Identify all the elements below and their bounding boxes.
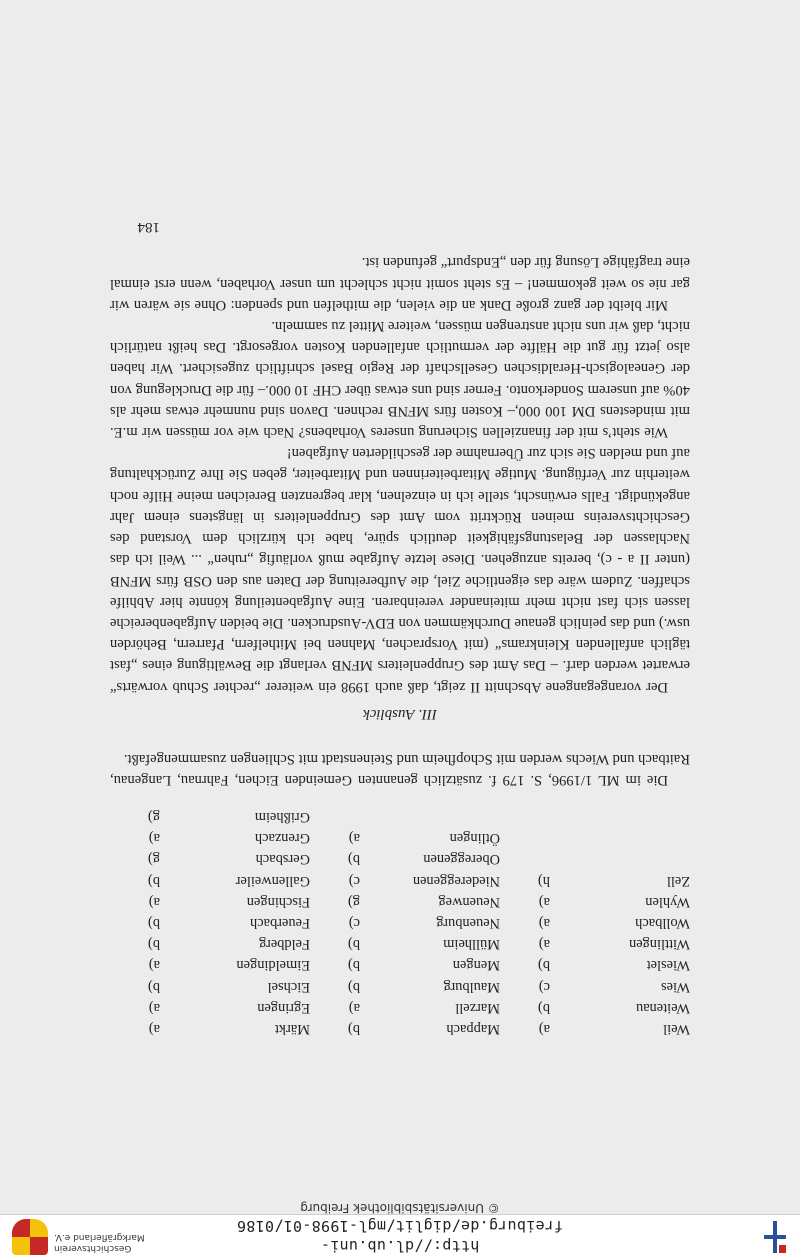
town-name: Weil [663,1021,690,1037]
town-name: Obereggenen [423,851,500,868]
town-code: a) [348,999,360,1016]
town-name: Wyhlen [645,893,690,910]
town-code: g) [148,809,160,826]
town-code: a) [348,830,360,847]
town-row [110,846,690,867]
town-row [110,952,690,973]
town-name: Grenzach [254,830,310,847]
town-code: g) [148,851,160,868]
town-code [310,804,360,825]
town-code [500,804,550,825]
town-name: Gersbach [255,851,310,868]
town-code: a) [148,1021,160,1037]
town-code: b) [348,957,360,974]
town-row [110,910,690,931]
permalink-url[interactable]: http://dl.ub.uni-freiburg.de/diglit/mgl-1998-01/0186 [236,1217,564,1255]
town-code: a) [538,893,550,910]
town-code: a) [148,999,160,1016]
town-name: Gallenweiler [235,872,310,889]
town-name: Müllheim [443,936,500,953]
town-code: b) [348,936,360,953]
town-code [500,846,550,867]
town-code: b) [148,978,160,995]
paragraph-finance-flow: Wie steht’s mit der finanziellen Sicherung unseres Vorhabens? Nach wie vor müssen wir m.E. mit mindestens DM 100 000,– Kosten fürs MFNB rechnen. Davon sind nunmehr etwas mehr als 40% auf unserem Sonderkonto. Ferner sind uns etwas über CHF 10 000.– für die Drucklegung von der Genealogisch-Heraldischen Gesellschaft der Regio Basel schriftlich zugesichert. Wir haben also jetzt für gut die Hälfte der vermutlich anfallenden Kosten vorgesorgt. Das heißt natürlich nicht, daß wir uns nicht anstrengen müssen, weitere Mittel zu sammeln. [110,318,690,441]
town-name: Wieslet [646,957,690,974]
town-name [550,846,690,867]
town-code: c) [538,978,550,995]
town-row [110,995,690,1016]
town-name: Egringen [257,999,310,1016]
town-code [500,825,550,846]
town-code: h) [538,872,550,889]
town-name: Fischingen [246,893,310,910]
town-name: Maulburg [443,978,500,995]
town-name: Neuenburg [436,915,500,932]
town-name: Wittlingen [629,936,690,953]
town-row [110,804,690,825]
town-name: Feldberg [259,936,310,953]
town-name: Eimeldingen [236,957,310,974]
town-list [110,804,690,1037]
text-column [110,218,690,1167]
section-heading: III. Ausblick [363,705,437,722]
page-number-bottom: 184 [137,219,160,236]
town-note: Die im ML 1/1996, S. 179 f. zusätzlich genannten Gemeinden Eichen, Fahrnau, Langenau, Raitbach und Wiechs werden mit Schopfheim und Steinenstadt mit Schliengen zusammengefaßt. [110,750,690,788]
town-name: Neuenweg [438,893,500,910]
town-code: a) [148,893,160,910]
town-name: Mappach [446,1021,500,1037]
town-name: Niedereggenen [412,872,500,889]
town-name: Ötlingen [449,830,500,847]
town-name: Mengen [452,957,500,974]
town-code: g) [348,893,360,910]
society-name: Geschichtsverein Markgräflerland e.V. [54,1232,145,1253]
town-code: b) [148,915,160,932]
town-name: Eichsel [267,978,310,995]
town-code: a) [148,830,160,847]
town-name: Grißheim [254,809,310,826]
town-row [110,868,690,889]
town-code: a) [148,957,160,974]
town-row [110,889,690,910]
town-name: Weitenau [636,999,690,1016]
town-name: Feuerbach [250,915,310,932]
town-row [110,973,690,994]
town-name [550,825,690,846]
town-name: Marzell [455,999,500,1016]
town-code: b) [148,872,160,889]
header-copyright: © Universitätsbibliothek Freiburg [300,1201,500,1215]
town-name [360,804,500,825]
town-name: Wollbach [635,915,690,932]
town-code: a) [538,915,550,932]
town-row [110,1016,690,1037]
town-code: b) [538,957,550,974]
town-name: Zell [666,872,690,889]
town-name: Märkt [274,1021,310,1037]
town-code: a) [538,936,550,953]
town-code: b) [148,936,160,953]
paragraph-outlook: Der vorangegangene Abschnitt II zeigt, daß auch 1998 ein weiterer „rechter Schub vorwärts“ erwartet werden darf. – Das Amt des Gruppenleiters MFNB verlangt die Bewältigung eines „fast täglich anfallenden Kleinkrams“ (mit Vorsprachen, Mahnen bei Mithelfern, Pfarrern, Behörden usw.) und das peinlich genaue Durchkämmen von EDV-Ausdrucken. Die beiden Aufgabenbereiche lassen sich fast nicht mehr miteinander vereinbaren. Eine Aufgabenteilung könnte hier Abhilfe schaffen. Zudem wäre das eigentliche Ziel, die Aufbereitung der Daten aus den OSB fürs MFNB (unter II a - c), bereits anzugehen. Diese letzte Aufgabe muß vorläufig „ruhen“ ... Weil ich das Nachlassen der Belastungsfähigkeit deutlich spüre, habe ich kürzlich dem Vorstand des Geschichtsvereins meinen Rücktritt vom Amt des Gruppenleiters in längstens einem Jahr angekündigt. Falls erwünscht, stelle ich in einzelnen, klar begrenzten Bereichen meine Hilfe noch weiterhin zur Verfügung. Mutige Mitarbeiterinnen und Mitarbeiter, geben Sie Ihre Zurückhaltung auf und melden Sie sich zur Übernahme der geschilderten Aufgaben! [110,445,690,695]
town-code: b) [538,999,550,1016]
town-row [110,825,690,846]
town-code: b) [348,851,360,868]
town-code: c) [348,915,360,932]
town-name [550,804,690,825]
town-code: c) [348,872,360,889]
town-row [110,931,690,952]
town-code: b) [348,978,360,995]
town-code: a) [538,1021,550,1037]
town-name: Wies [661,978,690,995]
town-code: b) [348,1021,360,1037]
paragraph-thanks-flow: Mir bleibt der ganz große Dank an die vielen, die mithelfen und spenden: Ohne sie wären wir gar nie so weit gekommen! – Es steht somit nicht schlecht um unser Vorhaben, wenn erst einmal eine tragfähige Lösung für den „Endspurt“ gefunden ist. [110,254,690,313]
